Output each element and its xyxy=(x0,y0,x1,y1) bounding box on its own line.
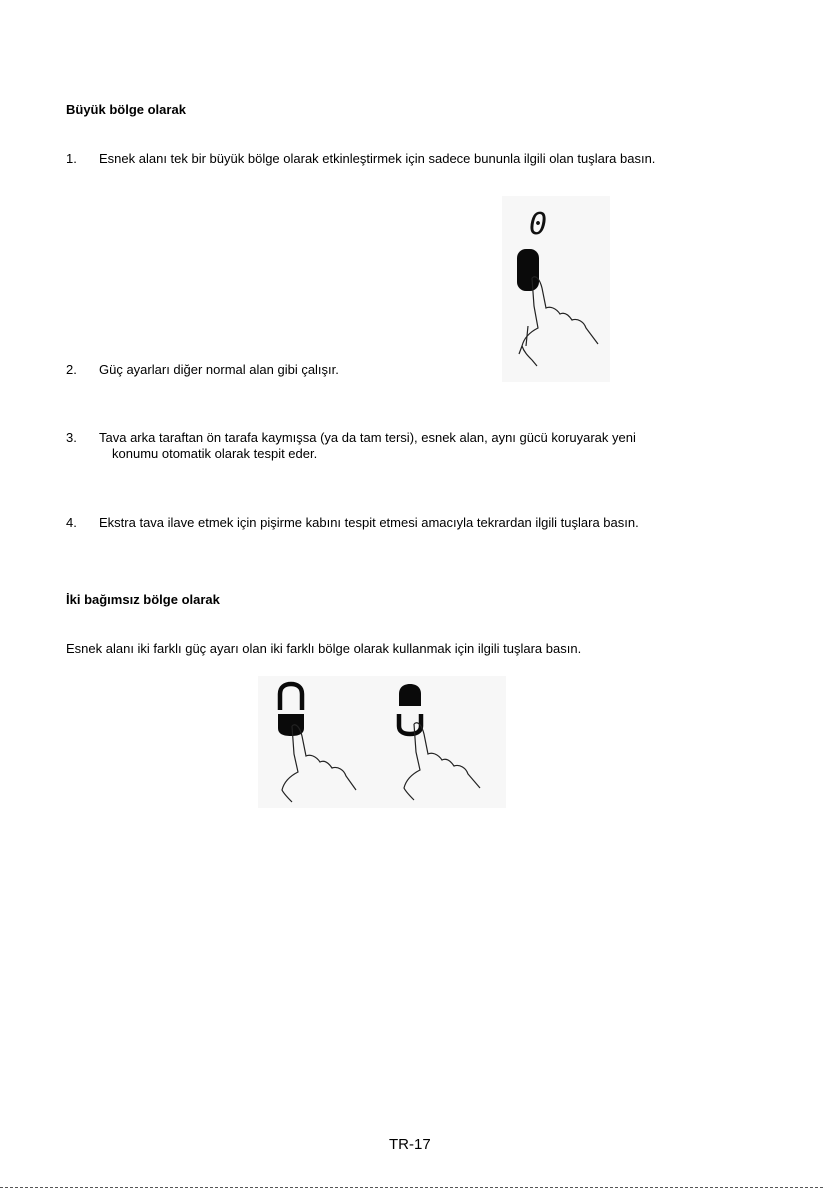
rear-zone-key-icon xyxy=(278,684,304,736)
display-digit-icon xyxy=(529,207,547,242)
list-item-text: Esnek alanı tek bir büyük bölge olarak etkinleştirmek için sadece bununla ilgili olan tuşlara basın. xyxy=(99,151,656,166)
finger-press-icon xyxy=(502,196,610,382)
display-digit: 0 xyxy=(529,207,548,242)
large-zone-illustration xyxy=(502,196,610,382)
list-item-text: Ekstra tava ilave etmek için pişirme kabını tespit etmesi amacıyla tekrardan ilgili tuşlara basın. xyxy=(99,515,639,530)
two-zones-illustration xyxy=(258,676,506,808)
list-item-text-continued: konumu otomatik olarak tespit eder. xyxy=(112,446,318,461)
two-zones-paragraph: Esnek alanı iki farklı güç ayarı olan iki farklı bölge olarak kullanmak için ilgili tuşlara basın. xyxy=(66,641,582,656)
list-item-number: 1. xyxy=(66,151,77,166)
list-item-number: 3. xyxy=(66,430,77,445)
bottom-divider xyxy=(0,1187,823,1188)
section-heading-large-zone: Büyük bölge olarak xyxy=(66,102,186,117)
list-item-number: 2. xyxy=(66,362,77,377)
list-item-text: Tava arka taraftan ön tarafa kaymışsa (ya da tam tersi), esnek alan, aynı gücü koruyarak yeni xyxy=(99,430,636,445)
list-item-text: Güç ayarları diğer normal alan gibi çalışır. xyxy=(99,362,339,377)
list-item-number: 4. xyxy=(66,515,77,530)
section-heading-two-zones: İki bağımsız bölge olarak xyxy=(66,592,220,607)
page-number: TR-17 xyxy=(389,1136,431,1153)
two-finger-press-icon xyxy=(258,676,506,808)
key-filled-icon xyxy=(517,249,539,291)
front-zone-key-icon xyxy=(399,684,421,734)
